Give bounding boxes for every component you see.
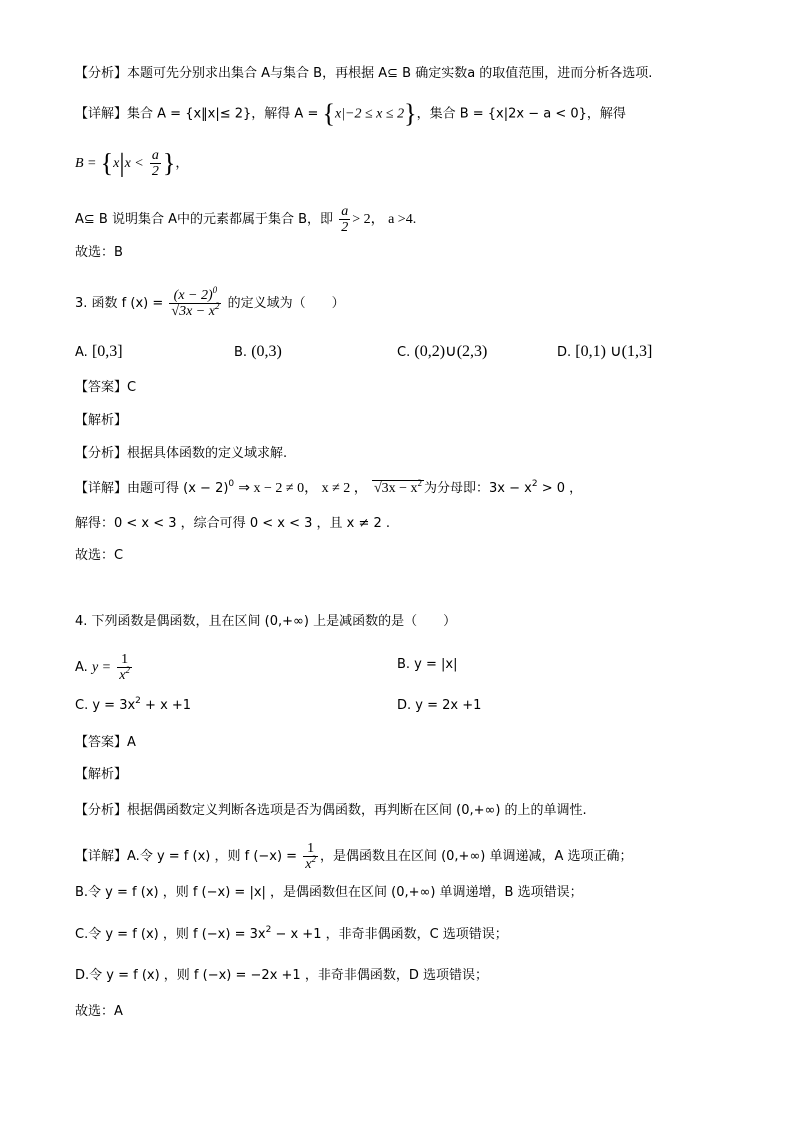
q4-explanation-tag: 【解析】 <box>75 767 128 782</box>
q4-analysis-line <box>75 801 587 821</box>
q2-detail-line-2 <box>75 148 188 179</box>
q2-fraction-a-over-2: $\frac{a}{2}$ <box>151 148 159 179</box>
q2-detail-text-1a: 集合 A = {x‖x|≤ 2}，解得 A = <box>127 106 319 122</box>
q4-analysis-text: 根据偶函数定义判断各选项是否为偶函数，再判断在区间 (0,+∞) 的上的单调性. <box>127 803 587 818</box>
q4-answer-value: A <box>127 735 136 750</box>
bar: | <box>119 148 125 178</box>
detail-tag: 【详解】 <box>75 481 128 496</box>
brace-close: } <box>404 99 417 128</box>
q4-choose: 故选：A <box>75 1004 123 1019</box>
q2-analysis-text: 本题可先分别求出集合 A与集合 B，再根据 A⊆ B 确定实数a 的取值范围，进而分析各选项. <box>127 66 653 81</box>
analysis-tag: 【分析】 <box>75 803 128 818</box>
q2-detail-text-2d: ， <box>175 156 189 171</box>
q3-stem <box>75 285 345 319</box>
q2-set-b-label: B = <box>75 156 97 171</box>
q4-answer <box>75 733 136 753</box>
q2-set-b-var: x <box>113 156 120 171</box>
brace-open: { <box>322 99 335 128</box>
q3-answer <box>75 378 136 398</box>
q3-stem-fraction: $\frac{(x - 2)^0}{√3x - x^2}$ <box>171 285 220 319</box>
answer-tag: 【答案】 <box>75 735 128 750</box>
q3-answer-value: C <box>127 380 137 395</box>
q3-stem-text-b: 的定义域为（ ） <box>227 296 345 311</box>
q2-choose: 故选：B <box>75 245 123 260</box>
brace-close: } <box>162 148 176 178</box>
analysis-tag: 【分析】 <box>75 66 128 81</box>
q4-detail-c: C.令 y = f (x) ，则 f $(-x) = 3x^2 - x +1$ ，非奇非偶函数，C 选项错误； <box>75 925 508 942</box>
q2-detail-line-3 <box>75 204 416 235</box>
q3-solve-line: 解得：0 < x < 3 ，综合可得 0 < x < 3 ，且 x ≠ 2 . <box>75 516 391 531</box>
q3-analysis-text: 根据具体函数的定义域求解. <box>127 446 288 461</box>
q3-option-c: C. (0,2)∪(2,3) <box>397 343 488 360</box>
analysis-tag: 【分析】 <box>75 446 128 461</box>
q3-choose: 故选：C <box>75 548 124 563</box>
detail-tag: 【详解】 <box>75 849 128 864</box>
q2-fraction: $\frac{a}{2}$ <box>341 204 349 235</box>
answer-tag: 【答案】 <box>75 380 128 395</box>
q4-detail-d: D.令 y = f (x) ，则 f (−x) = −2x +1 ，非奇非偶函数，D 选项错误； <box>75 968 488 983</box>
q4-detail-a: 【详解】A.令 y = f (x) ，则 f (−x) = $\frac{1}{x^2}$ ，是偶函数且在区间 (0,+∞) 单调递减，A 选项正确； <box>75 841 633 872</box>
q4-option-b: B. y = |x| <box>397 657 458 672</box>
q3-option-a: A. [0,3] <box>75 343 123 360</box>
brace-open: { <box>100 148 114 178</box>
q4-stem: 4. 下列函数是偶函数，且在区间 (0,+∞) 上是减函数的是（ ） <box>75 614 457 629</box>
q4-option-c: C. $y = 3x^2 + x +1$ <box>75 696 192 713</box>
q4-option-d: D. y = 2x +1 <box>397 698 482 713</box>
q2-set-b-cond: x < <box>124 156 144 171</box>
q3-stem-text-a: 3. 函数 f (x) = <box>75 296 164 311</box>
q2-detail-text-3b: > 2， a >4. <box>352 212 417 227</box>
detail-tag: 【详解】 <box>75 106 128 122</box>
q2-detail-line-1 <box>75 101 626 127</box>
q3-explanation-tag: 【解析】 <box>75 413 128 428</box>
q3-detail-line: 【详解】由题可得 $(x - 2)^0$ ⇒ x − 2 ≠ 0， x ≠ 2 ， $√3x - x^2$ 为分母即：$3x - x^2 > 0$ ， <box>75 478 583 496</box>
q2-detail-text-1c: ，集合 B = {x|2x − a < 0}，解得 <box>416 106 626 122</box>
q4-option-a: A. y = $\frac{1}{x^2}$ <box>75 652 130 683</box>
q3-option-b: B. (0,3) <box>234 343 282 360</box>
q2-detail-set-a: x|−2 ≤ x ≤ 2 <box>334 106 405 122</box>
q2-detail-text-3a: A⊆ B 说明集合 A中的元素都属于集合 B，即 <box>75 212 334 227</box>
q3-analysis-line <box>75 444 287 464</box>
q2-analysis-line <box>75 64 652 84</box>
q3-option-d: D. [0,1) ∪(1,3] <box>557 343 653 360</box>
q4-detail-b: B.令 y = f (x) ，则 f (−x) = |x| ，是偶函数但在区间 (0,+∞) 单调递增，B 选项错误； <box>75 885 583 900</box>
